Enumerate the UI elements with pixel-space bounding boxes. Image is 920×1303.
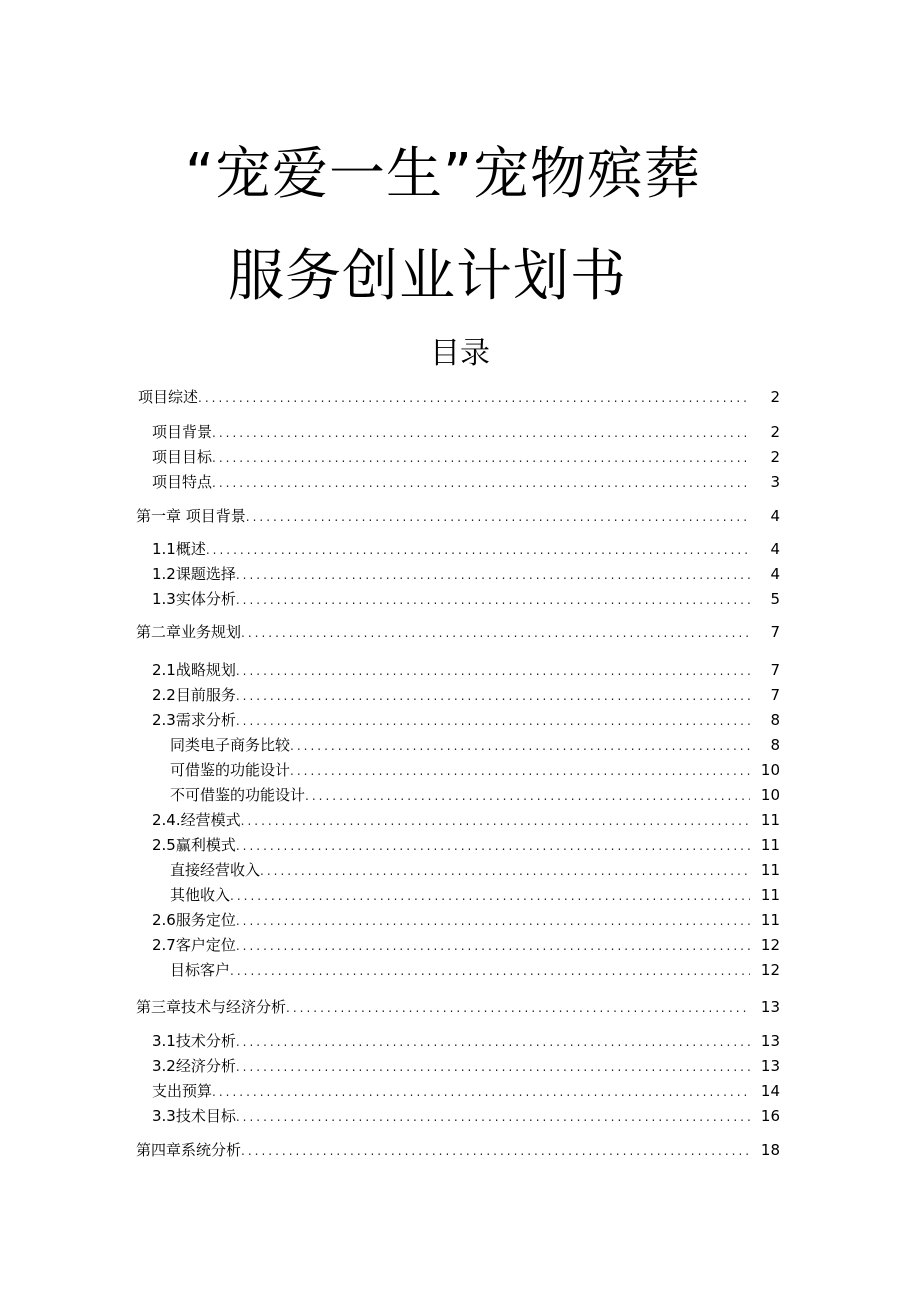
toc-entry-label: 第三章技术与经济分析 <box>136 998 287 1016</box>
toc-entry-page: 11 <box>760 836 780 854</box>
toc-entry-label: 3.3技术目标 <box>152 1107 236 1125</box>
toc-entry[interactable] <box>152 1031 780 1051</box>
toc-entry-page: 11 <box>760 811 780 829</box>
toc-leader-dots <box>290 736 750 756</box>
toc-entry[interactable] <box>152 1081 780 1101</box>
toc-entry[interactable] <box>152 935 780 955</box>
toc-entry-label: 2.4.经营模式 <box>152 811 241 829</box>
toc-entry[interactable] <box>136 997 780 1017</box>
toc-entry-page: 5 <box>770 590 780 608</box>
toc-entry[interactable] <box>152 564 780 584</box>
toc-leader-dots <box>236 711 750 731</box>
toc-entry-page: 11 <box>760 911 780 929</box>
toc-leader-dots <box>241 623 750 643</box>
toc-leader-dots <box>305 786 750 806</box>
toc-entry-page: 11 <box>760 861 780 879</box>
toc-leader-dots <box>236 1032 750 1052</box>
toc-entry-page: 16 <box>760 1107 780 1125</box>
toc-leader-dots <box>230 886 750 906</box>
toc-leader-dots <box>198 388 750 408</box>
toc-entry-page: 13 <box>760 1032 780 1050</box>
toc-entry-label: 第四章系统分析 <box>136 1141 242 1159</box>
toc-leader-dots <box>260 861 750 881</box>
toc-entry[interactable] <box>170 885 780 905</box>
toc-entry[interactable] <box>152 422 780 442</box>
toc-entry-page: 7 <box>770 686 780 704</box>
toc-entry-label: 项目目标 <box>152 448 213 466</box>
toc-entry-label: 直接经营收入 <box>170 861 261 879</box>
toc-entry-label: 2.5赢利模式 <box>152 836 236 854</box>
toc-entry-page: 4 <box>770 540 780 558</box>
toc-leader-dots <box>241 1141 750 1161</box>
toc-entry[interactable] <box>152 1056 780 1076</box>
toc-entry-label: 3.2经济分析 <box>152 1057 236 1075</box>
toc-entry-label: 1.3实体分析 <box>152 590 236 608</box>
toc-leader-dots <box>236 836 750 856</box>
toc-entry-label: 1.1概述 <box>152 540 206 558</box>
toc-leader-dots <box>236 936 750 956</box>
toc-entry-label: 项目综述 <box>138 388 199 406</box>
toc-entry[interactable] <box>170 960 780 980</box>
toc-leader-dots <box>236 686 750 706</box>
toc-entry[interactable] <box>152 835 780 855</box>
toc-entry-page: 2 <box>770 388 780 406</box>
toc-leader-dots <box>212 423 750 443</box>
toc-entry[interactable] <box>138 387 780 407</box>
toc-entry-label: 2.6服务定位 <box>152 911 236 929</box>
toc-entry[interactable] <box>152 660 780 680</box>
toc-entry[interactable] <box>152 710 780 730</box>
toc-entry-label: 项目背景 <box>152 423 213 441</box>
toc-entry[interactable] <box>152 539 780 559</box>
toc-entry-page: 2 <box>770 423 780 441</box>
toc-entry-page: 12 <box>760 936 780 954</box>
toc-entry[interactable] <box>152 910 780 930</box>
toc-entry-page: 14 <box>760 1082 780 1100</box>
toc-leader-dots <box>236 1107 750 1127</box>
toc-entry-label: 其他收入 <box>170 886 231 904</box>
toc-entry-label: 2.2目前服务 <box>152 686 236 704</box>
toc-entry-label: 项目特点 <box>152 473 213 491</box>
toc-entry[interactable] <box>136 1140 780 1160</box>
toc-leader-dots <box>212 473 750 493</box>
toc-leader-dots <box>241 811 750 831</box>
toc-leader-dots <box>246 507 750 527</box>
toc-leader-dots <box>230 961 750 981</box>
toc-entry-page: 3 <box>770 473 780 491</box>
toc-entry-page: 2 <box>770 448 780 466</box>
toc-leader-dots <box>290 761 750 781</box>
toc-heading: 目录 <box>430 336 490 371</box>
toc-entry-label: 第二章业务规划 <box>136 623 242 641</box>
toc-entry[interactable] <box>136 506 780 526</box>
toc-entry-page: 8 <box>770 711 780 729</box>
document-title-line-2: 服务创业计划书 <box>228 244 627 309</box>
toc-leader-dots <box>236 565 750 585</box>
toc-entry[interactable] <box>152 472 780 492</box>
toc-entry-page: 4 <box>770 565 780 583</box>
toc-entry[interactable] <box>152 685 780 705</box>
toc-entry[interactable] <box>152 810 780 830</box>
toc-entry[interactable] <box>170 760 780 780</box>
toc-entry[interactable] <box>152 1106 780 1126</box>
toc-entry-label: 支出预算 <box>152 1082 213 1100</box>
toc-entry-page: 7 <box>770 623 780 641</box>
toc-leader-dots <box>206 540 750 560</box>
toc-entry-label: 第一章 项目背景 <box>136 507 246 525</box>
toc-entry[interactable] <box>170 735 780 755</box>
toc-entry-page: 7 <box>770 661 780 679</box>
document-title-line-1: “宠爱一生”宠物殡葬 <box>185 142 702 207</box>
toc-entry-page: 8 <box>770 736 780 754</box>
toc-entry-page: 10 <box>760 786 780 804</box>
toc-leader-dots <box>286 998 750 1018</box>
toc-entry[interactable] <box>170 785 780 805</box>
toc-entry[interactable] <box>152 447 780 467</box>
toc-leader-dots <box>212 1082 750 1102</box>
toc-entry-label: 同类电子商务比较 <box>170 736 291 754</box>
toc-entry-page: 13 <box>760 998 780 1016</box>
toc-leader-dots <box>236 911 750 931</box>
toc-leader-dots <box>236 1057 750 1077</box>
toc-entry-page: 13 <box>760 1057 780 1075</box>
toc-entry-page: 11 <box>760 886 780 904</box>
toc-leader-dots <box>212 448 750 468</box>
toc-entry[interactable] <box>152 589 780 609</box>
toc-entry[interactable] <box>136 622 780 642</box>
toc-entry-label: 可借鉴的功能设计 <box>170 761 291 779</box>
toc-entry[interactable] <box>170 860 780 880</box>
toc-entry-label: 2.1战略规划 <box>152 661 236 679</box>
toc-entry-page: 4 <box>770 507 780 525</box>
toc-entry-label: 3.1技术分析 <box>152 1032 236 1050</box>
toc-entry-label: 1.2课题选择 <box>152 565 236 583</box>
toc-entry-page: 18 <box>760 1141 780 1159</box>
toc-entry-label: 2.3需求分析 <box>152 711 236 729</box>
toc-entry-label: 2.7客户定位 <box>152 936 236 954</box>
toc-entry-page: 10 <box>760 761 780 779</box>
toc-leader-dots <box>236 661 750 681</box>
toc-entry-page: 12 <box>760 961 780 979</box>
toc-leader-dots <box>236 590 750 610</box>
toc-entry-label: 目标客户 <box>170 961 231 979</box>
toc-entry-label: 不可借鉴的功能设计 <box>170 786 306 804</box>
